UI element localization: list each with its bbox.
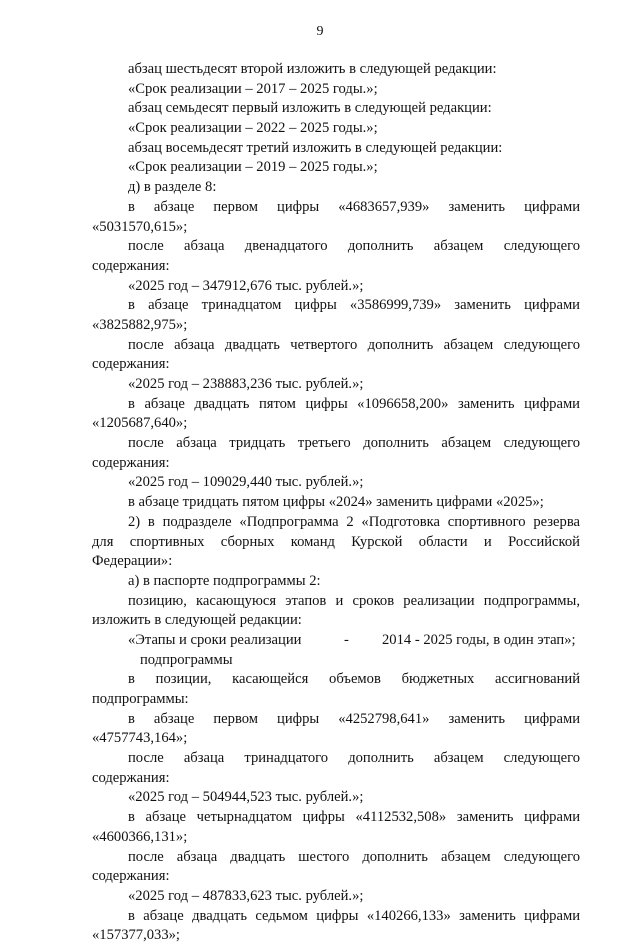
text-line: после абзаца тринадцатого дополнить абзацем следующего xyxy=(128,750,580,767)
text-line: «3825882,975»; xyxy=(92,316,188,333)
text-line: «2025 год – 238883,236 тыс. рублей.»; xyxy=(128,376,364,392)
text-line: после абзаца двенадцатого дополнить абзацем следующего xyxy=(128,238,580,255)
text-line: абзац шестьдесят второй изложить в следующей редакции: xyxy=(128,61,497,77)
text-line: «Срок реализации – 2019 – 2025 годы.»; xyxy=(128,159,378,176)
text-line: подпрограммы: xyxy=(92,691,189,707)
passport-row-continued xyxy=(92,651,580,671)
text-line: для спортивных сборных команд Курской области и Российской xyxy=(92,533,580,550)
text-line: «2025 год – 347912,676 тыс. рублей.»; xyxy=(128,277,364,294)
text-line: после абзаца тридцать третьего дополнить абзацем следующего xyxy=(128,435,580,452)
text-line: а) в паспорте подпрограммы 2: xyxy=(128,572,321,589)
text-line: позицию, касающуюся этапов и сроков реализации подпрограммы, xyxy=(128,592,580,609)
text-line: в абзаце первом цифры «4683657,939» заменить цифрами xyxy=(128,198,580,215)
passport-row-label: «Этапы и сроки реализации xyxy=(128,631,302,648)
passport-row-value: 2014 - 2025 годы, в один этап»; xyxy=(382,631,576,648)
text-line: в абзаце тридцать пятом цифры «2024» заменить цифрами «2025»; xyxy=(128,494,544,511)
text-line: Федерации»: xyxy=(92,553,173,570)
text-line: д) в разделе 8: xyxy=(128,179,217,196)
text-line: содержания: xyxy=(92,257,170,274)
text-line: «2025 год – 487833,623 тыс. рублей.»; xyxy=(128,887,364,904)
passport-row-label-continued: подпрограммы xyxy=(140,651,233,668)
text-line: содержания: xyxy=(92,769,170,786)
text-line: содержания: xyxy=(92,868,170,885)
document-body xyxy=(92,60,580,946)
text-line: после абзаца двадцать четвертого дополнить абзацем следующего xyxy=(128,336,580,353)
text-line: в позиции, касающейся объемов бюджетных ассигнований xyxy=(128,671,580,688)
text-line: «1205687,640»; xyxy=(92,415,188,432)
text-line: 2) в подразделе «Подпрограмма 2 «Подготовка спортивного резерва xyxy=(128,513,580,530)
passport-row xyxy=(92,631,580,651)
text-line: «4757743,164»; xyxy=(92,730,188,747)
text-line: «Срок реализации – 2017 – 2025 годы.»; xyxy=(128,80,378,97)
page-number: 9 xyxy=(316,24,324,39)
text-line: содержания: xyxy=(92,356,170,373)
text-line: «2025 год – 504944,523 тыс. рублей.»; xyxy=(128,789,364,806)
text-line: абзац семьдесят первый изложить в следующей редакции: xyxy=(128,100,492,117)
text-line: после абзаца двадцать шестого дополнить абзацем следующего xyxy=(128,848,580,865)
text-line: в абзаце двадцать седьмом цифры «140266,133» заменить цифрами xyxy=(128,907,580,924)
text-line: в абзаце двадцать пятом цифры «1096658,200» заменить цифрами xyxy=(128,395,580,412)
text-line: содержания: xyxy=(92,454,170,471)
text-line: «2025 год – 109029,440 тыс. рублей.»; xyxy=(128,474,364,491)
passport-row-dash: - xyxy=(344,631,349,648)
text-line: «Срок реализации – 2022 – 2025 годы.»; xyxy=(128,120,378,137)
text-line: «5031570,615»; xyxy=(92,218,188,235)
text-line: «157377,033»; xyxy=(92,927,180,944)
text-line: в абзаце четырнадцатом цифры «4112532,508» заменить цифрами xyxy=(128,809,580,826)
text-line: абзац восемьдесят третий изложить в следующей редакции: xyxy=(128,139,503,156)
text-line: «4600366,131»; xyxy=(92,828,188,845)
text-line: в абзаце тринадцатом цифры «3586999,739» заменить цифрами xyxy=(128,297,580,314)
text-line: в абзаце первом цифры «4252798,641» заменить цифрами xyxy=(128,710,580,727)
text-line: изложить в следующей редакции: xyxy=(92,612,302,629)
